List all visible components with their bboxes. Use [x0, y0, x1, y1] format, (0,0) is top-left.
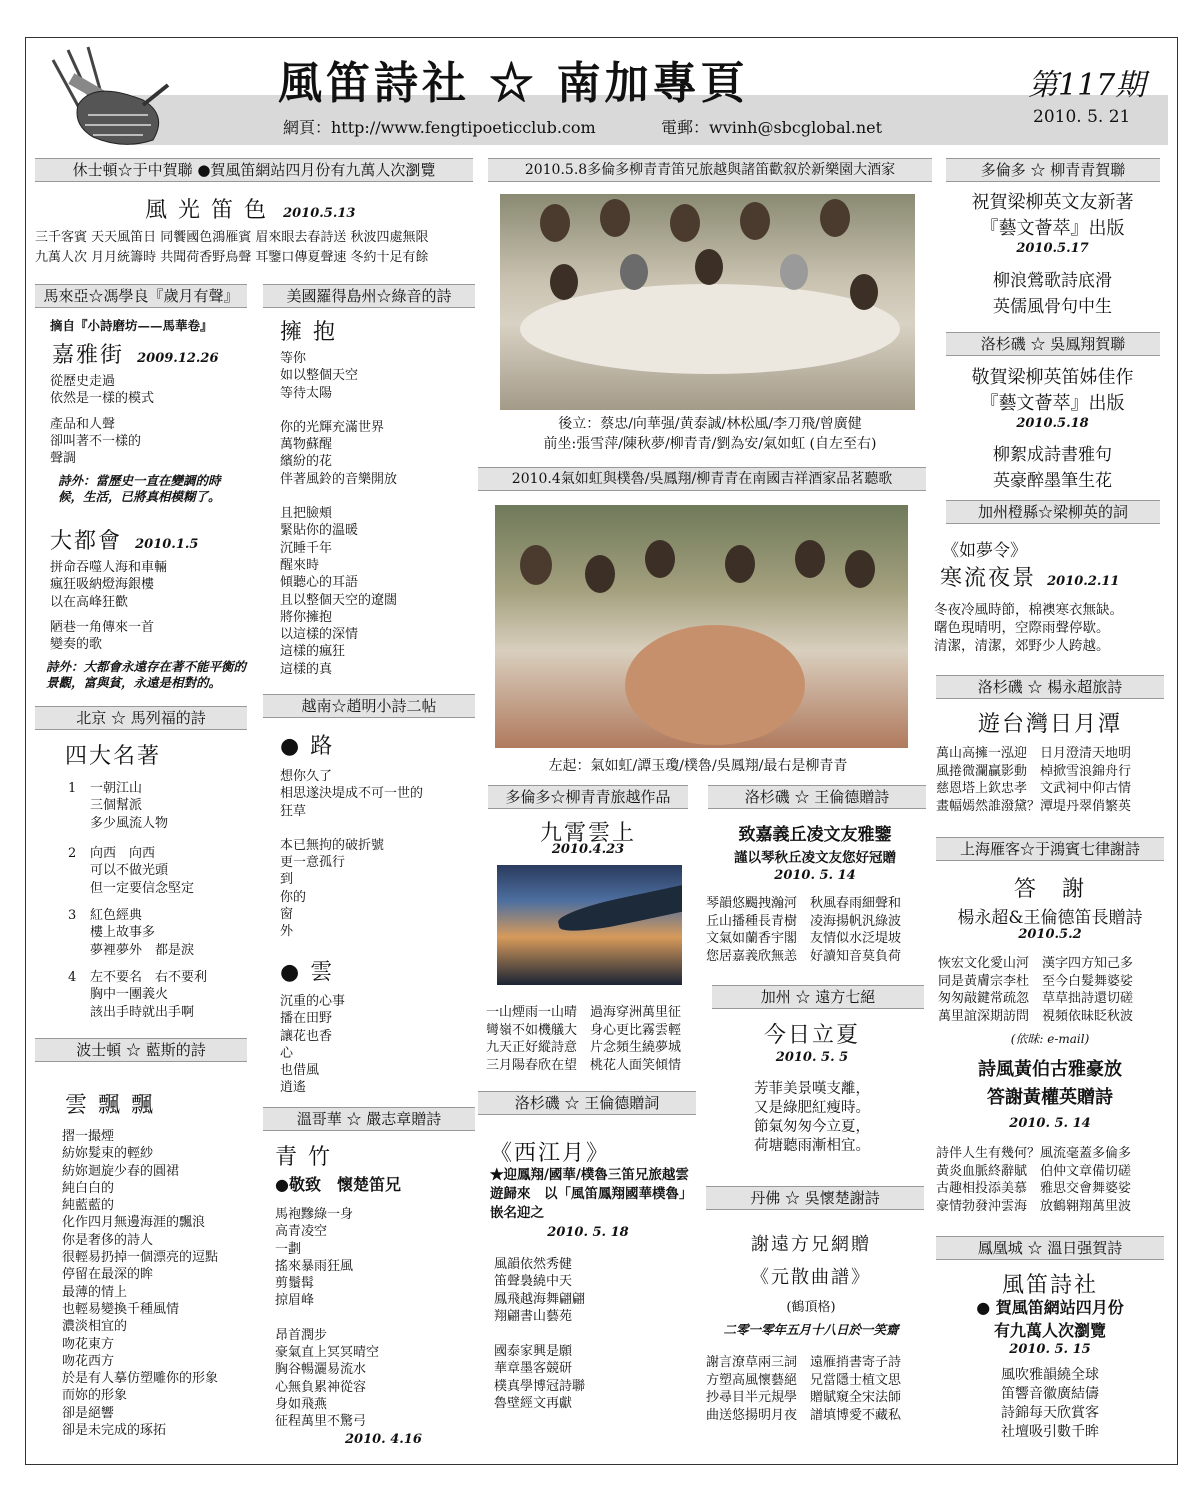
- poem-date: 2010. 5. 5: [775, 1050, 849, 1065]
- section-header: 馬來亞☆馮學良『歲月有聲』: [35, 284, 247, 308]
- list-item: 3 紅色經典 樓上故事多 夢裡夢外 都是淚: [68, 908, 195, 958]
- poem-title: 祝賀梁柳英文友新著 『藝文薈萃』出版: [971, 192, 1134, 239]
- poem-title: ● 雲: [280, 960, 335, 985]
- photo-caption: 左起：氣如虹/譚玉瓊/樸魯/吳鳳翔/最右是柳青青: [548, 758, 848, 774]
- email-link[interactable]: 電郵：wvinh@sbcglobal.net: [661, 118, 883, 137]
- poem-title: 致嘉義丘凌文友雅鑒: [738, 825, 892, 845]
- poem-title: 嘉雅街 2009.12.26: [52, 343, 219, 368]
- section-header: 2010.4氣如虹與樸魯/吳鳳翔/柳青青在南國吉祥酒家品茗聽歌: [478, 467, 926, 491]
- section-header: 加州橙縣☆梁柳英的詞: [946, 500, 1160, 524]
- list-item: 2 向西 向西 可以不做光頭 但一定要信念堅定: [68, 846, 195, 896]
- poem-lines: 冬夜冷風時節，棉襖寒衣無缺。 曙色現晴明，空際雨聲停歇。 清潔，清潔，郊野少人跨越。: [934, 602, 1123, 654]
- bagpipe-logo-icon: [33, 45, 173, 150]
- poem-title: 遊台灣日月潭: [977, 712, 1122, 737]
- section-header: 加州 ☆ 遠方七絕: [712, 985, 924, 1009]
- poem-lines: 想你久了 相思遂決堤成不可一世的 狂草 本已無拘的破折號 更一意孤行 到 你的 窗 外: [280, 769, 424, 940]
- poem-lines: 琴韻悠颺拽瀚河 秋風春雨細聲和 丘山播種長青樹 凌海揚帆汎綠波 文氣如蘭香宇閣 友情似水泛堤坡 您居嘉義欣無恙 好讀知音莫負荷: [706, 896, 902, 964]
- poem-date: 2010.5.2: [1018, 927, 1082, 942]
- poem-title: 青 竹: [275, 1145, 332, 1170]
- poem-lines: 恢宏文化愛山河 漢字四方知己多 同是黃膚宗李杜 至今白髮舞婆娑 匆匆敲鍵常疏忽 草草拙詩還切磋 萬里誼深期訪問 視頻依昧眨秋波: [938, 956, 1134, 1024]
- numbered-list: [68, 780, 248, 1031]
- section-header: 波士頓 ☆ 藍斯的詩: [35, 1038, 247, 1062]
- poem-date: 2010.4.23: [551, 842, 625, 857]
- section-header: 鳳凰城 ☆ 溫日强賀詩: [936, 1236, 1164, 1260]
- poem-form: (鶴頂格): [786, 1300, 836, 1315]
- poet-note: 詩外：當歷史一直在變調的時候，生活，已將真相模糊了。: [58, 473, 221, 504]
- photo-caption: 後立：蔡忠/向華强/黄泰誠/林松風/李刀飛/曾廣健 前坐:張雪萍/陳秋夢/柳青青/劉為安/氣如虹 (自左至右): [543, 416, 877, 452]
- poem-dedication: ●敬致 懷楚笛兄: [275, 1175, 401, 1194]
- poem-title: 大都會 2010.1.5: [50, 529, 199, 554]
- poem-lines: 拼命吞噬人海和車輛 瘋狂吸納燈海銀樓 以在高峰狂歡 陋巷一角傳來一首 變奏的歌: [50, 560, 168, 653]
- poem-lines: 等你 如以整個天空 等待太陽 你的光輝充滿世界 萬物蘇醒 繽紛的花 伴著風鈴的音樂開放 且把臉頰 緊貼你的溫暖 沉睡千年 醒來時 傾聽心的耳語 且以整個天空的遼闊 將你擁抱 以這樣的深情 這樣的瘋狂 這樣的真: [280, 351, 398, 677]
- poem-lines: 詩伴人生有幾何？風流毫蓋多倫多 黃炎血脈終辭賦 伯仲文章備切磋 古趣相投添美慕 雅思交會舞婆娑 豪情勃發沖雲海 放鶴翱翔萬里波: [936, 1146, 1132, 1214]
- poem-title: 風笛詩社: [1001, 1273, 1098, 1298]
- poem-title: 寒流夜景 2010.2.11: [940, 566, 1120, 591]
- section-header: 洛杉磯 ☆ 楊永超旅詩: [936, 675, 1164, 699]
- poem-subtitle: 楊永超&王倫德笛長贈詩: [957, 908, 1143, 928]
- poem-title: 詩風黃伯古雅豪放 答謝黃權英贈詩: [978, 1059, 1122, 1108]
- poem-title: 擁 抱: [280, 320, 337, 345]
- section-header: 溫哥華 ☆ 嚴志章贈詩: [263, 1107, 475, 1131]
- poem-date: 二零一零年五月十八日於一笑齋: [723, 1322, 899, 1337]
- poem-subtitle: 謹以琴秋丘凌文友您好冠贈: [734, 850, 896, 866]
- poem-lines: 芳菲美景嘆支離， 又是綠肥紅瘦時。 節氣匆匆今立夏， 荷塘聽雨漸相宜。: [754, 1081, 870, 1154]
- group-photo-teahouse: [495, 505, 908, 748]
- section-header: 洛杉磯 ☆ 王倫德贈詞: [478, 1091, 696, 1115]
- section-header: 洛杉磯 ☆ 吳鳳翔賀聯: [946, 332, 1160, 356]
- poem-lines: 摺一撮煙 紡妳髮束的輕紗 紡妳迴旋少春的圓裙 純白白的 純藍藍的 化作四月無邊海涯的飄浪 你是奢侈的詩人 很輕易扔掉一個漂亮的逗點 停留在最深的眸 最薄的情上 也輕易變換千種風情 濃淡相宜的 吻花東方 吻花西方 於是有人摹仿塑雕你的形象 而妳的形象 卻是絕響 卻是未完成的琢拓: [62, 1129, 219, 1439]
- footnote: (依昧: e-mail): [1010, 1032, 1090, 1046]
- section-header: 多倫多☆柳青青旅越作品: [488, 785, 688, 809]
- section-header: 丹佛 ☆ 吳懷楚謝詩: [706, 1186, 924, 1210]
- poem-lines: 三千客賓 天天風笛日 同饗國色鴻雁賓 眉來眼去春詩送 秋波四處無限 九萬人次 月月統籌時 共聞荷香野鳥聲 耳鑒口傳夏聲速 冬約十足有餘: [35, 230, 429, 266]
- poem-subtitle: ★迎鳳翔/國華/樸魯三笛兄旅越雲遊歸來 以「風笛鳳翔國華樸魯」嵌名迎之: [490, 1167, 689, 1221]
- section-header: 休士頓☆于中賀聯 ●賀風笛網站四月份有九萬人次瀏覽: [35, 158, 473, 182]
- poem-title: ● 路: [280, 734, 335, 759]
- poem-date: 2010.5.17: [1016, 241, 1089, 256]
- couplet-lines: 柳絮成詩書雅句 英豪醉墨筆生花: [993, 445, 1112, 491]
- section-header: 多倫多 ☆ 柳青青賀聯: [946, 158, 1160, 182]
- section-header: 美國羅得島州☆綠音的詩: [263, 284, 475, 308]
- sky-wing-photo: [497, 865, 682, 985]
- section-header: 越南☆趙明小詩二帖: [263, 694, 475, 718]
- poem-date: 2010. 5. 15: [1009, 1342, 1091, 1357]
- poem-date: 2010. 4.16: [345, 1432, 422, 1447]
- poem-date: 2010.5.18: [1016, 416, 1089, 431]
- poem-date: 2010. 5. 14: [774, 868, 856, 883]
- list-item: 1 一朝江山 三個幫派 多少風流人物: [68, 781, 169, 831]
- couplet-lines: 柳浪鶯歌詩底滑 英儒風骨句中生: [993, 271, 1112, 317]
- poem-lines: 沉重的心事 播在田野 讓花也香 心 也借風 逍遙: [280, 994, 346, 1096]
- poem-title: 《如夢令》: [942, 541, 1027, 561]
- poem-title: 今日立夏: [763, 1023, 860, 1048]
- source-note: 摘自『小詩磨坊——馬華卷』: [50, 318, 213, 333]
- section-header: 2010.5.8多倫多柳青青笛兄旅越與諸笛歡叙於新樂園大酒家: [488, 158, 932, 182]
- poem-title: 謝遠方兄網贈: [751, 1234, 871, 1255]
- poem-lines: 一山煙雨一山晴 過海穿洲萬里征 彎嶺不如機艤大 身心更比霧雲輕 九天正好縱詩意 片念頻生繞夢城 三月陽春欣在望 桃花人面笑傾情: [486, 1005, 682, 1073]
- poem-lines: 萬山高擁一泓迎 日月澄清天地明 風捲微瀾贏影動 棹掀雪浪錦舟行 慈恩塔上欽忠孝 文武祠中仰古情 畫幅嫣然誰潑黛？潭堤丹翠俏繁英: [936, 746, 1132, 814]
- poem-date: 2010. 5. 18: [547, 1225, 629, 1240]
- poem-lines: 風吹雅韻繞全球 笛響音徽廣結儔 詩錦每天欣賞客 社壇吸引數千眸: [1001, 1367, 1099, 1440]
- website-link[interactable]: 網頁：http://www.fengtipoeticclub.com: [283, 118, 596, 137]
- masthead-title: 風笛詩社 ☆ 南加專頁: [278, 58, 749, 109]
- poem-title: 雲 飄 飄: [65, 1093, 155, 1118]
- poem-date: 2010. 5. 14: [1009, 1116, 1091, 1131]
- poem-subtitle: ● 賀風笛網站四月份 有九萬人次瀏覽: [976, 1298, 1124, 1340]
- section-header: 北京 ☆ 馬列福的詩: [35, 706, 247, 730]
- poem-title: 《西江月》: [490, 1141, 611, 1166]
- poem-title: 九霄雲上: [539, 821, 636, 846]
- poem-title: 風 光 笛 色 2010.5.13: [145, 198, 356, 223]
- poem-lines: 從歷史走過 依然是一樣的模式 產品和人聲 卻叫著不一樣的 聲調: [50, 374, 155, 467]
- poet-note: 詩外：大都會永遠存在著不能平衡的景觀，富與貧，永遠是相對的。: [46, 659, 247, 690]
- masthead: [33, 45, 1168, 150]
- group-photo-restaurant: [500, 194, 915, 410]
- poem-title-book: 《元散曲譜》: [751, 1267, 871, 1288]
- poem-lines: 風韻依然秀健 笛聲裊繞中天 鳳飛越海舞翩翩 翔翩書山藝苑 國泰家興是願 華章墨客競研 樸真學博冠詩聯 魯壁經文再獻: [494, 1257, 586, 1412]
- section-header: 上海雁客☆于鴻賓七律謝詩: [936, 837, 1164, 861]
- section-header: 洛杉磯 ☆ 王倫德贈詩: [708, 785, 926, 809]
- poem-title: 四大名著: [65, 744, 162, 769]
- poem-lines: 謝言潦草兩三詞 遠雁捎書寄子詩 方塑高風懷藝絕 兄當隱士植文思 抄尋目半元規學 贈賦窺全宋法師 曲送悠揚明月夜 譜填博愛不藏私: [706, 1355, 902, 1423]
- poem-title: 答 謝: [1013, 877, 1086, 902]
- poem-lines: 馬袍黲綠一身 高青凌空 一劃 搖來暴雨狂風 剪鬚髯 掠眉峰 昂首潤步 豪氣直上冥冥晴空 胸谷暢灑易流水 心無負累神從容 身如飛燕 征程萬里不驚弓: [275, 1207, 380, 1430]
- poem-title: 敬賀梁柳英笛姊佳作 『藝文薈萃』出版: [971, 367, 1134, 414]
- list-item: 4 左不要名 右不要利 胸中一團義火 該出手時就出手啊: [68, 970, 208, 1020]
- issue-date: 2010. 5. 21: [1033, 107, 1131, 127]
- issue-number: 第117期: [1028, 68, 1146, 103]
